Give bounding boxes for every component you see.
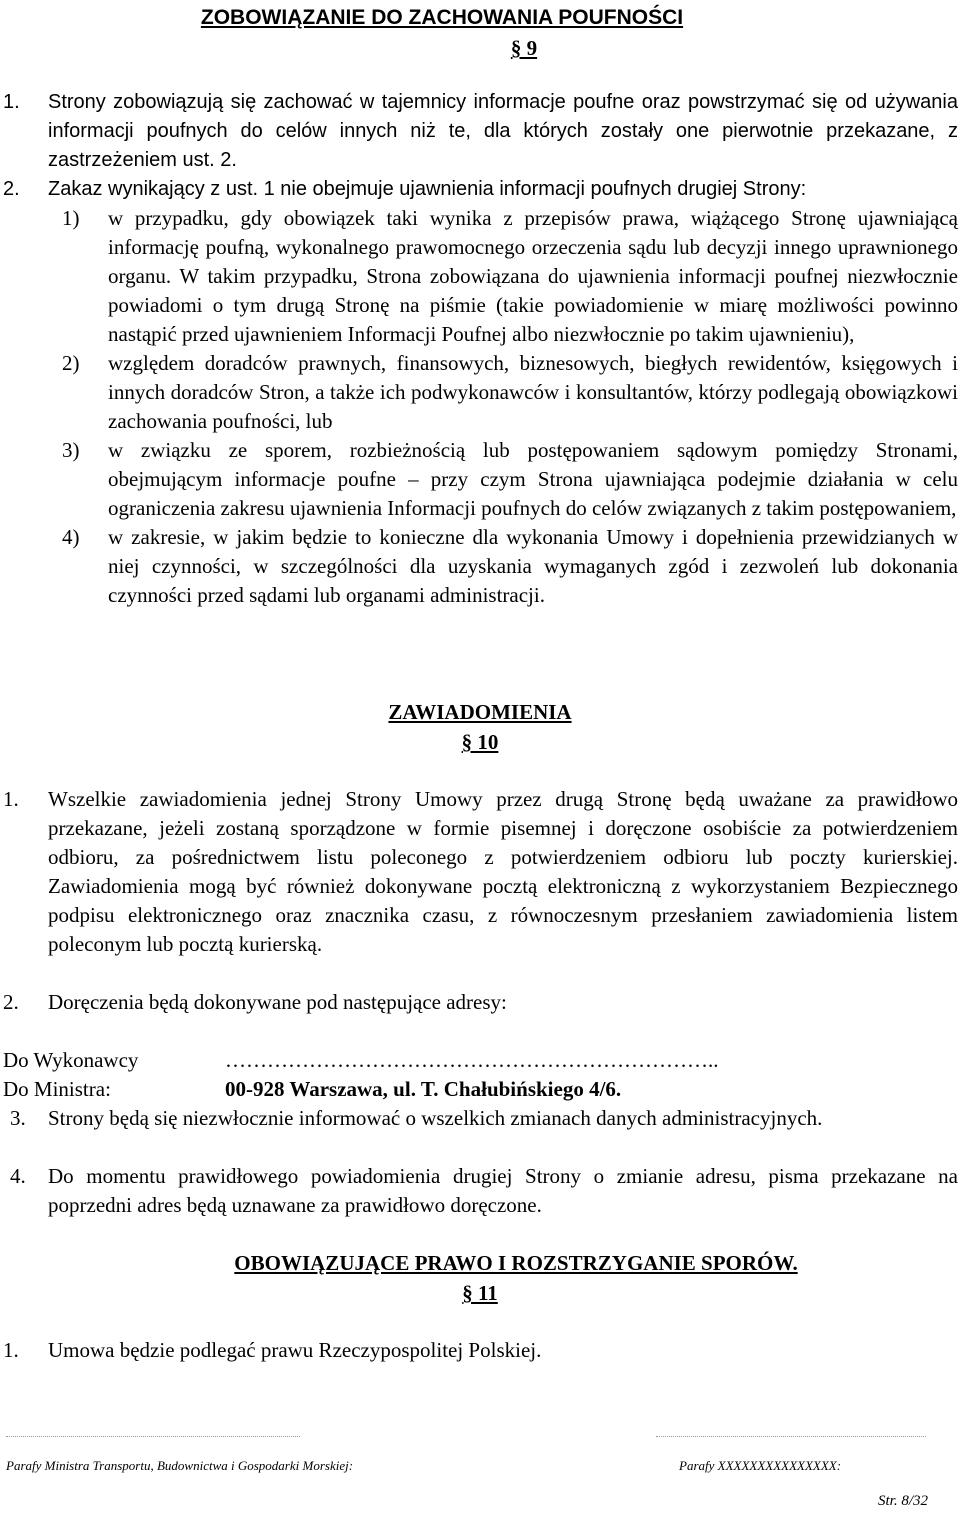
item-text: w związku ze sporem, rozbieżnością lub postępowaniem sądowym pomiędzy Stronami, obejmującym informacje poufne – przy czym Strona ujawniająca podejmie działania w celu ograniczenia zakresu ujawnienia Informacji poufnych do celów związanych z takim postępowaniem, [108, 438, 958, 520]
address-value: 00-928 Warszawa, ul. T. Chałubińskiego 4/6. [225, 1077, 622, 1101]
paragraph-number: 4. [10, 1164, 26, 1188]
paragraph-number: 1. [3, 1338, 19, 1362]
section-10-paragraph-4 [0, 1162, 958, 1220]
address-wykonawca [3, 1046, 953, 1075]
address-label: Do Wykonawcy [3, 1048, 139, 1072]
item-number: 4) [62, 525, 80, 549]
section-11-title: OBOWIĄZUJĄCE PRAWO I ROZSTRZYGANIE SPORÓW. [234, 1251, 798, 1275]
address-label: Do Ministra: [3, 1077, 111, 1101]
item-text: w przypadku, gdy obowiązek taki wynika z przepisów prawa, wiążącego Stronę ujawniającą informację poufną, wykonalnego prawomocnego orzeczenia sądu lub decyzji innego uprawnionego organu. W takim przypadku, Strona zobowiązana do ujawnienia informacji poufnej niezwłocznie powiadomi o tym drugą Stronę na piśmie (takie powiadomienie w miarę możliwości powinno nastąpić przed ujawnieniem Informacji Poufnej albo niezwłocznie po takim ujawnieniu), [108, 206, 958, 346]
section-9-title: ZOBOWIĄZANIE DO ZACHOWANIA POUFNOŚCI [200, 6, 684, 29]
section-9-number: § 9 [510, 36, 538, 60]
section-10-number: § 10 [461, 730, 499, 754]
list-item [62, 523, 958, 610]
footer-divider-right [656, 1436, 926, 1437]
item-number: 2) [62, 351, 80, 375]
section-11-number: § 11 [462, 1281, 498, 1305]
section-9-item-list [0, 204, 958, 610]
paragraph-number: 3. [10, 1106, 26, 1130]
paragraph-number: 2. [3, 990, 19, 1014]
footer-divider-left [6, 1436, 300, 1437]
item-text: w zakresie, w jakim będzie to konieczne dla wykonania Umowy i dopełnienia przewidzianych w niej czynności, w szczególności dla uzyskania wymaganych zgód i zezwoleń lub dokonania czynności przed sądami lub organami administracji. [108, 525, 958, 607]
item-text: względem doradców prawnych, finansowych, biznesowych, biegłych rewidentów, księgowych i innych doradców Stron, a także ich podwykonawców i konsultantów, którzy podlegają obowiązkowi zachowania poufności, lub [108, 351, 958, 433]
paragraph-text: Zakaz wynikający z ust. 1 nie obejmuje ujawnienia informacji poufnych drugiej Strony: [48, 178, 807, 200]
paragraph-text: Umowa będzie podlegać prawu Rzeczypospolitej Polskiej. [48, 1338, 542, 1362]
address-ministra [3, 1075, 953, 1104]
footer-initials-ministry: Parafy Ministra Transportu, Budownictwa i Gospodarki Morskiej: [6, 1458, 354, 1473]
page-number: Str. 8/32 [877, 1493, 928, 1509]
footer-initials-contractor: Parafy XXXXXXXXXXXXXXX: [679, 1458, 842, 1473]
paragraph-number: 2. [3, 178, 20, 200]
item-number: 3) [62, 438, 80, 462]
list-item [62, 436, 958, 523]
section-10-paragraph-3 [0, 1104, 958, 1133]
section-9-paragraph-2 [0, 175, 958, 204]
paragraph-text: Strony będą się niezwłocznie informować o wszelkich zmianach danych administracyjnych. [48, 1106, 823, 1130]
item-number: 1) [62, 206, 80, 230]
paragraph-text: Wszelkie zawiadomienia jednej Strony Umowy przez drugą Stronę będą uważane za prawidłowo przekazane, jeżeli zostaną sporządzone w formie pisemnej i doręczone osobiście za potwierdzeniem odbioru, za pośrednictwem listu poleconego z potwierdzeniem odbioru lub poczty kurierskiej. Zawiadomienia mogą być również dokonywane pocztą elektroniczną z wykorzystaniem Bezpiecznego podpisu elektronicznego oraz znacznika czasu, z równoczesnym przesłaniem zawiadomienia listem poleconym lub pocztą kurierską. [48, 787, 958, 956]
section-11-paragraph-1 [0, 1336, 958, 1365]
section-9-paragraph-1 [0, 88, 958, 175]
section-10-paragraph-1 [0, 785, 958, 959]
section-10-paragraph-2 [0, 988, 958, 1017]
paragraph-text: Strony zobowiązują się zachować w tajemnicy informacje poufne oraz powstrzymać się od używania informacji poufnych do celów innych niż te, dla których zostały one pierwotnie przekazane, z zastrzeżeniem ust. 2. [48, 91, 958, 171]
list-item [62, 204, 958, 349]
paragraph-text: Doręczenia będą dokonywane pod następujące adresy: [48, 990, 507, 1014]
paragraph-number: 1. [3, 91, 20, 113]
address-value: …………………………………………………………….. [225, 1048, 719, 1072]
paragraph-number: 1. [3, 787, 19, 811]
paragraph-text: Do momentu prawidłowego powiadomienia drugiej Strony o zmianie adresu, pisma przekazane na poprzedni adres będą uznawane za prawidłowo doręczone. [48, 1164, 958, 1217]
list-item [62, 349, 958, 436]
section-10-title: ZAWIADOMIENIA [388, 700, 572, 724]
